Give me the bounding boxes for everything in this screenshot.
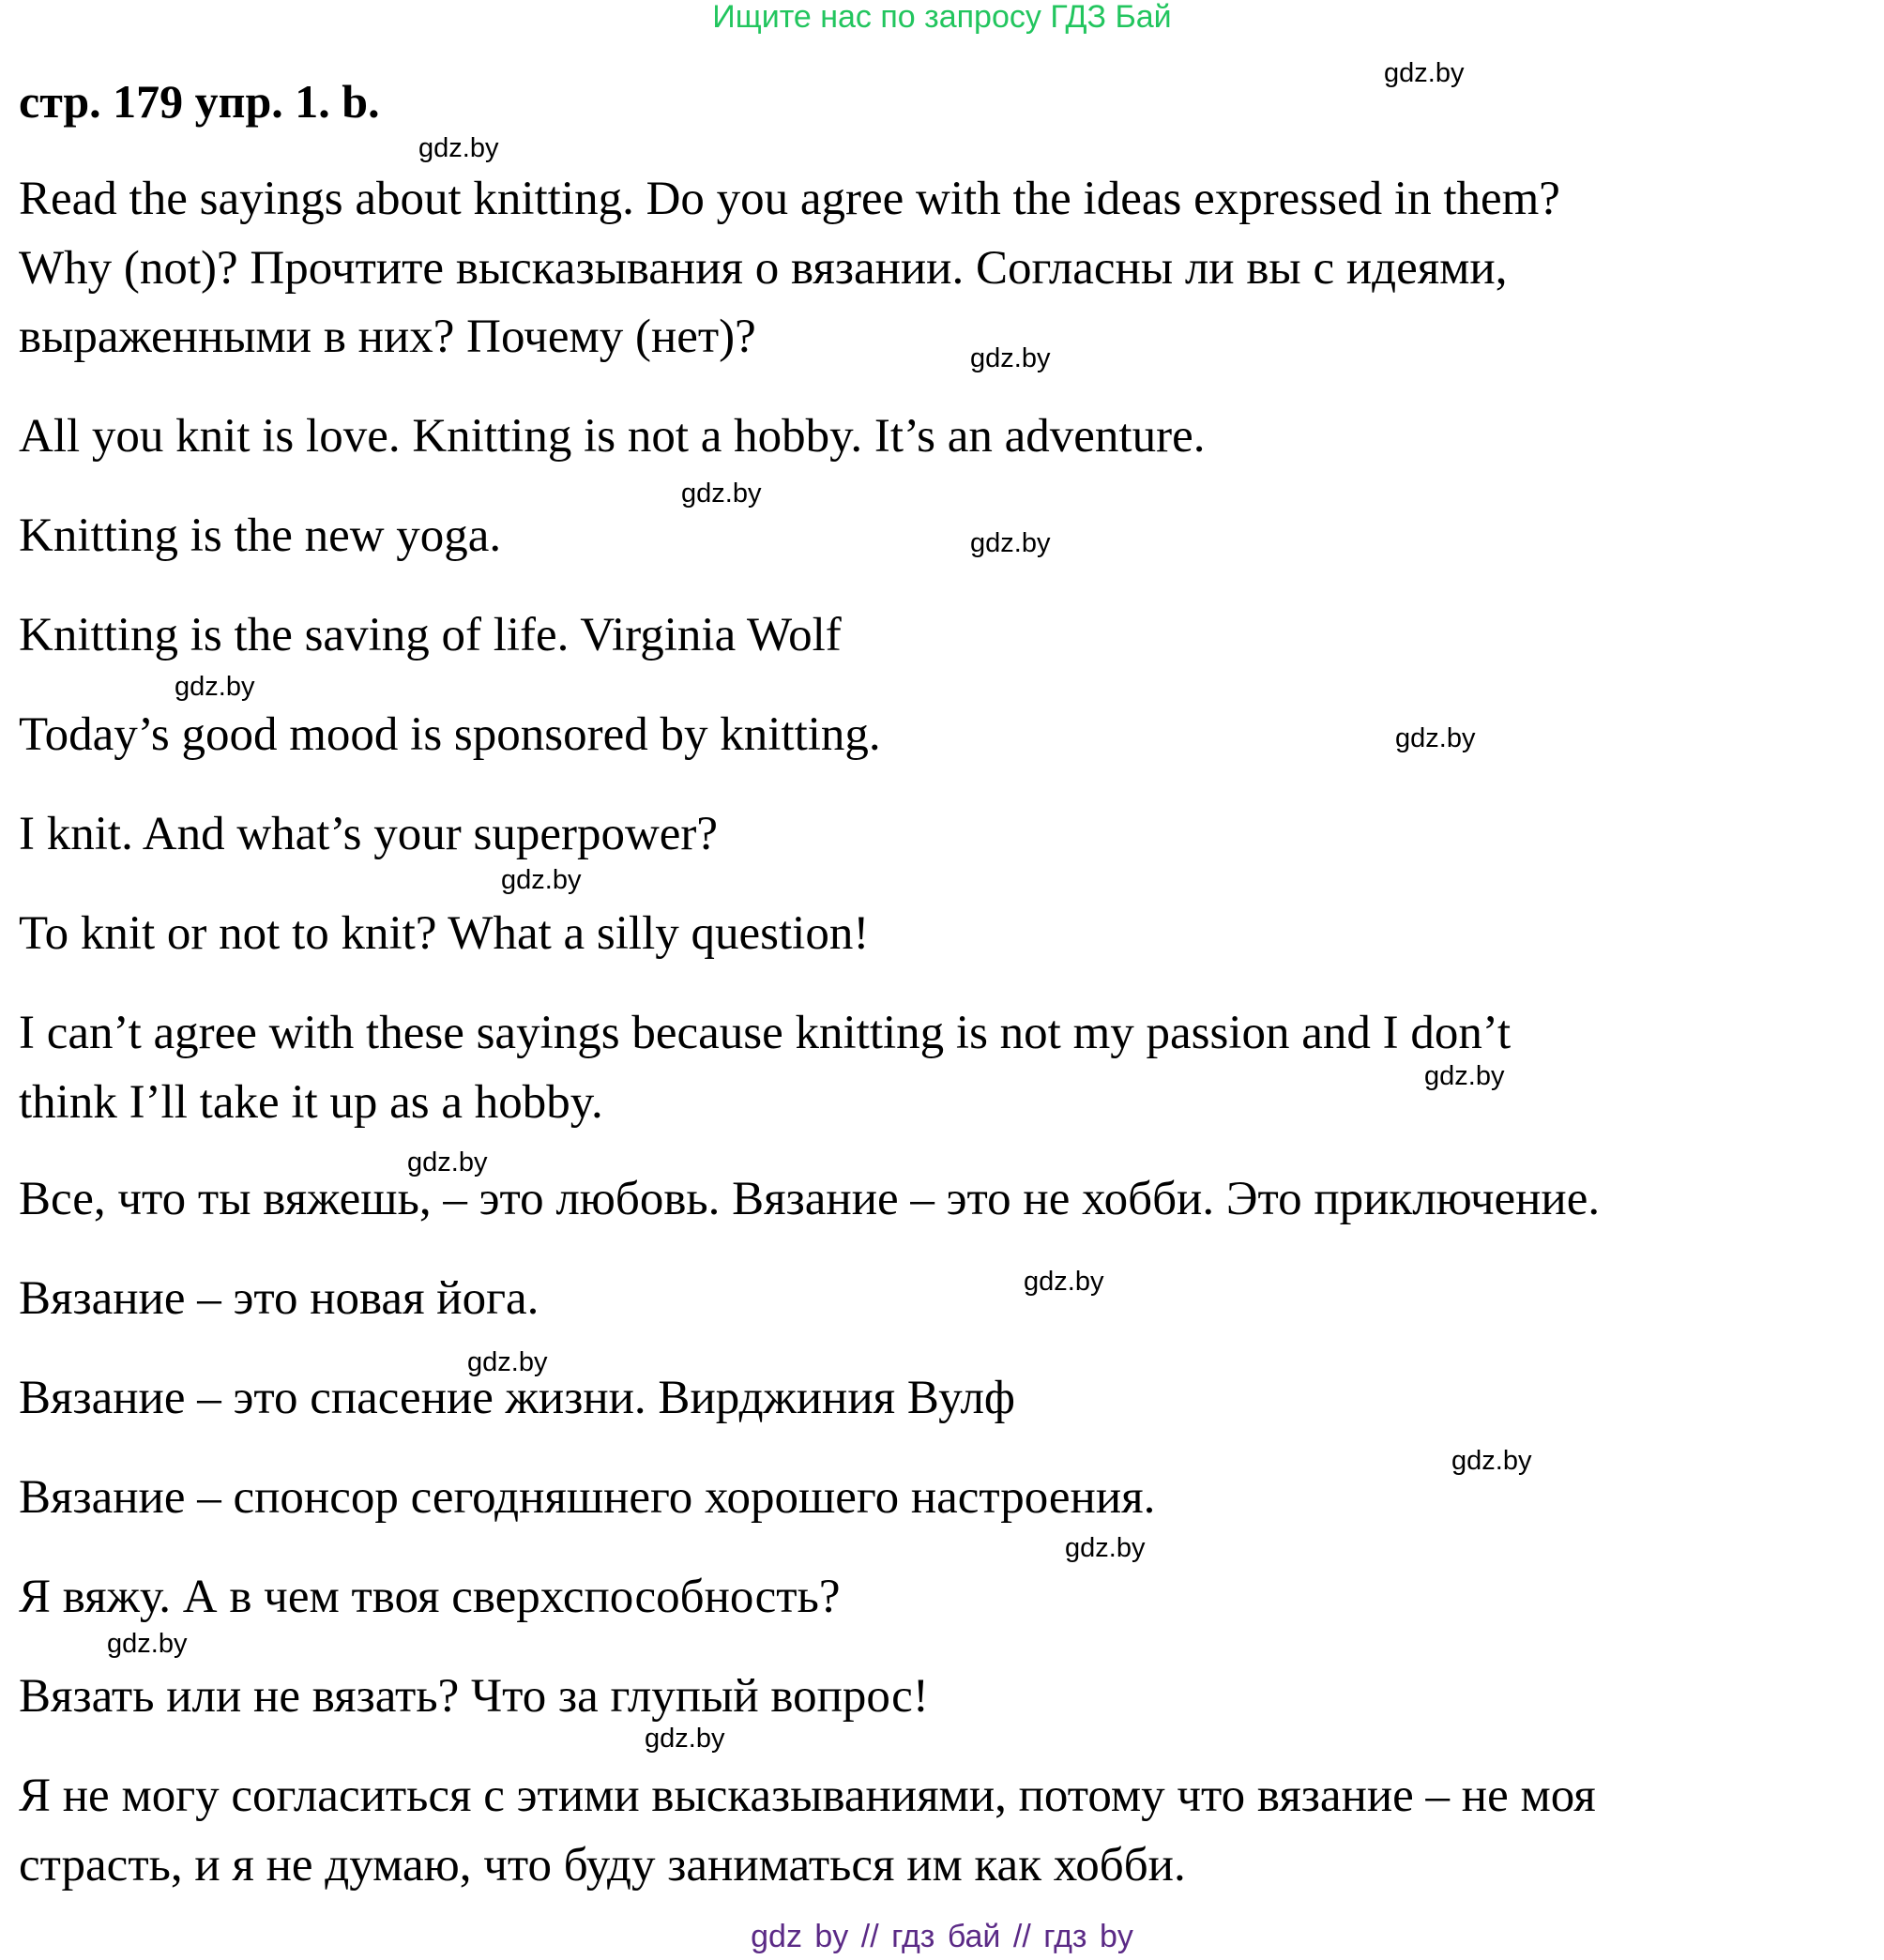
watermark: gdz.by [407,1147,488,1178]
saying-en-2: Knitting is the new yoga. [19,509,502,562]
watermark: gdz.by [1451,1446,1532,1476]
watermark: gdz.by [107,1629,188,1659]
saying-en-5: I knit. And what’s your superpower? [19,808,719,860]
watermark: gdz.by [1024,1267,1104,1297]
watermark: gdz.by [1395,723,1476,753]
page-title: стр. 179 упр. 1. b. [19,75,380,128]
watermark: gdz.by [418,133,499,163]
task-line-1: Read the sayings about knitting. Do you agree with the ideas expressed in them? [19,173,1560,225]
saying-en-3: Knitting is the saving of life. Virginia Wolf [19,609,842,661]
top-banner: Ищите нас по запросу ГДЗ Бай [712,0,1172,35]
watermark: gdz.by [501,865,582,895]
watermark: gdz.by [970,528,1051,558]
saying-ru-3: Вязание – это спасение жизни. Вирджиния Вулф [19,1372,1015,1424]
saying-ru-2: Вязание – это новая йога. [19,1272,539,1325]
saying-en-6: To knit or not to knit? What a silly question! [19,907,870,960]
answer-ru-line-1: Я не могу согласиться с этими высказываниями, потому что вязание – не моя [19,1770,1596,1822]
watermark: gdz.by [467,1347,548,1377]
watermark: gdz.by [1384,58,1465,88]
answer-en-line-2: think I’ll take it up as a hobby. [19,1076,603,1129]
task-line-2: Why (not)? Прочтите высказывания о вязании. Согласны ли вы с идеями, [19,242,1508,295]
watermark: gdz.by [1065,1533,1146,1563]
watermark: gdz.by [175,672,255,702]
watermark: gdz.by [1424,1061,1505,1091]
footer-links: gdz by // гдз бай // гдз by [751,1919,1133,1954]
watermark: gdz.by [681,479,762,509]
saying-en-4: Today’s good mood is sponsored by knitting. [19,708,881,761]
answer-en-line-1: I can’t agree with these sayings because knitting is not my passion and I don’t [19,1007,1512,1059]
task-line-3: выраженными в них? Почему (нет)? [19,311,756,363]
watermark: gdz.by [970,343,1051,373]
watermark: gdz.by [645,1724,725,1754]
saying-en-1: All you knit is love. Knitting is not a hobby. It’s an adventure. [19,410,1206,463]
saying-ru-1: Все, что ты вяжешь, – это любовь. Вязание – это не хобби. Это приключение. [19,1173,1601,1225]
answer-ru-line-2: страсть, и я не думаю, что буду заниматься им как хобби. [19,1839,1186,1892]
saying-ru-4: Вязание – спонсор сегодняшнего хорошего настроения. [19,1471,1156,1524]
saying-ru-5: Я вяжу. А в чем твоя сверхспособность? [19,1571,841,1623]
saying-ru-6: Вязать или не вязать? Что за глупый вопрос! [19,1670,929,1723]
